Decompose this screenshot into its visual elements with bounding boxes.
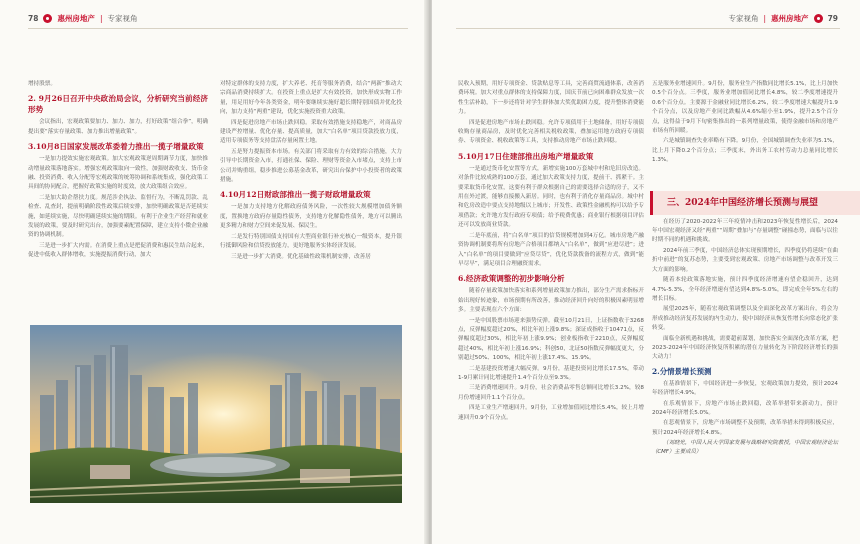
paragraph: 随着本轮政策落地实施，预计四季度经济增速有望企稳回升，达到4.7%-5.3%，全年经济增速有望达到4.8%-5.0%，即完成全年5%左右的增长目标。 (652, 277, 838, 302)
left-page (0, 0, 428, 544)
author-note: （刘晓光，中国人民大学国家发展与战略研究院教授，中国宏观经济论坛（CMF）主要成员） (652, 440, 838, 455)
page-number: 78 (28, 13, 39, 23)
subheading: 3.10月8日国家发展改革委着力推出一揽子增量政策 (28, 142, 204, 152)
paragraph: 一是加力支持地方化解政府债务风险，一次性较大规模增加债务额度，置换地方政府存量隐性债务，支持地方化解隐性债务，地方可以腾出更多精力和财力空间来促发展、保民生。 (220, 204, 402, 230)
paragraph: 面临全新机遇和挑战，需要超前谋划，加快落实全面深化改革方案，把2023-2024年中国经济恢复所积累的潜在力量转化为下阶段经济增长的强大动力！ (652, 335, 838, 361)
right-column-2 (652, 80, 838, 457)
paragraph: 二是发行特别国债支持国有大型商业银行补充核心一级资本，提升银行抵御风险和信贷投放能力，更好地服务实体经济发展。 (220, 233, 402, 250)
city-skyline-photo (30, 325, 402, 503)
paragraph: 增持股票。 (28, 81, 56, 87)
paragraph: 2024年前三季度，中国经济总体实现预期增长，四季度仍将延续“在曲折中前进”的复苏态势，主要受到宏观政策、房地产市场调整与改革开发三大方面的影响。 (652, 247, 838, 273)
paragraph: 三是消费增速回升。9月份，社会消费品零售总额同比增长3.2%，较8月份增速回升1.1个百分点。 (458, 385, 644, 401)
brand-logo-icon (814, 14, 823, 23)
paragraph: 会议指出，宏观政策要加力、加力、加力，打好政策“组合拳”，明确提出要“落实存量政策、加力推出增量政策”。 (28, 119, 208, 135)
page-number: 79 (827, 13, 838, 23)
paragraph: 三是进一步扩大消费。优化基础性政策机制安排，改善居 (231, 253, 371, 260)
paragraph: 在基准情景下，中国经济进一步恢复，宏观政策加力提效，预计2024年经济增长4.9%。 (652, 380, 838, 397)
subheading: 4.10月12日财政部推出一揽子财政增量政策 (220, 190, 371, 200)
header-rule (456, 28, 840, 29)
paragraph: 随着存量政策加快落实和系列增量政策加力推出，部分生产需求指标开始出现好转迹象，市场预期有所改善，推动经济回升向好的积极因素明显增多。主要表现在六个方面： (458, 288, 644, 314)
right-page-header (729, 10, 838, 26)
paragraph: 一是加力提效实施宏观政策。加大宏观政策逆周期调节力度，加快推动增量政策落地落实。增强宏观政策取向一致性，加强财政收支、货币金融、投资消费、收入分配等宏观政策的统筹协调和系统集成，强化政策工具间的协同配合，把握好政策实施的时度效，放大政策组合效应。 (28, 156, 208, 191)
paragraph: 一是通过货币化安置等方式，新增实施100万套城中村和危旧房改造。对条件比较成熟的100万套，通过加大政策支持力度，提前干、抓紧干。主要采取货币化安置，这要有利于群众根据自己的需要选择合适的房子，又不用在外过渡，能够直接搬入新居。同时，也有利于消化存量商品房。城中村和危房改造中要点支持地级以上城市；开发性、政策性金融机构可以给予专项借款；允许地方发行政府专项债；给予税费优惠；商业银行根据项目评估还可以发放商业贷款。 (458, 165, 644, 229)
paragraph: 四是工业生产增速回升。9月份，工业增加值同比增长5.4%，较上月增速回升0.9个百分点。 (458, 405, 644, 421)
paragraph: 二是年底前，将“白名单”项目的信贷规模增加到4万亿。城市房地产融资协调机制要将所有房地产合格项目都纳入“白名单”，做到“应进尽进”；进入“白名单”的项目要做到“应贷尽贷”，优化贷款拨备的流程方式，做到“能早尽早”，满足项目合理融资需求。 (458, 232, 644, 267)
section-banner-title: 三、2024年中国经济增长预测与展望 (667, 198, 819, 208)
header-divider: | (763, 13, 767, 23)
magazine-name: 惠州房地产 (57, 13, 95, 23)
paragraph: 五是努力提振资本市场。有关部门将采取有力有效的综合措施，大力引导中长期资金入市，打通社保、保险、理财等资金入市堵点，支持上市公司并购重组，稳步推进公募基金改革，研究出台保护中小投资者的政策措施。 (220, 148, 402, 184)
paragraph: 在悲观情景下，房地产市场调整不及预期，改革举措未得到积极反应，预计2024年经济增长4.8%。 (652, 420, 838, 436)
section-banner (650, 191, 860, 215)
paragraph: 在乐观情景下，房地产市场止跌回稳，改革举措带来新动力，预计2024年经济增长5.0%。 (652, 400, 838, 416)
header-rule (28, 28, 408, 29)
paragraph: 五是服务业增速回升。9月份，服务业生产指数同比增长5.1%，比上月加快0.5个百分点。三季度，服务业增加值同比增长4.8%，较二季度增速提升0.6个百分点。主要源于金融业同比增长6.2%，较二季度增速大幅提升1.9个百分点，以及房地产业同比跌幅从4.6%缩小至1.9%，提升2.5个百分点，这得益于9月下旬密集推出的一系列增量政策，使得金融市场和房地产市场有所回暖。 (652, 81, 838, 135)
magazine-name: 惠州房地产 (771, 13, 809, 23)
right-column-1 (458, 80, 644, 424)
paragraph: 六是城镇调查失业率略有下降。9月份，全国城镇调查失业率为5.1%，比上月下降0.2个百分点；三季度末，外出务工农村劳动力总量同比增长1.3%。 (652, 138, 838, 164)
subheading: 5.10月17日住建部推出房地产增量政策 (458, 151, 594, 161)
subheading: 2.分情景增长预测 (652, 366, 712, 376)
paragraph: 一是中国股票市场迎来强势反弹。截至10月21日，上证指数收于3268点，反弹幅度超过20%，相比年初上涨9.8%；深证成指收于10471点，反弹幅度超过30%，相比年初上涨9.9%；创业板指收于2210点，反弹幅度超过40%，相比年初上涨16.9%；科创50，北证50指数反弹幅度更大，分别超过50%、100%，相比年初上涨17.4%、15.9%。 (458, 317, 644, 362)
section-name: 专家视角 (728, 13, 759, 23)
subheading: 2. 9月26日召开中央政治局会议，分析研究当前经济形势 (28, 94, 208, 115)
paragraph: 展望2025年，随着宏观政策调整以及全面深化改革方案出台，将会为形成推动经济复苏发展的内生动力，使中国经济从恢复性增长向常态化扩张转变。 (652, 306, 838, 332)
paragraph: 对特定群体的支持力度，扩大养老、托育等服务消费，结合“两新”推动大宗商品消费持续扩大。在投资上重点是扩大有效投资，加快形成实物工作量，用足用好今年各类资金，明年要继续实施好超长期特别国债并优化投向，加力支持“两重”建设，优化实施投资重大政策。 (220, 81, 402, 116)
left-page-header (28, 10, 137, 26)
paragraph: 二是加大助企帮扶力度。规范涉企执法、监督行为，不断乱罚款、乱检查、乱查封，提前明确阶段性政策后续安排，加快明确政策是否延续实施，如延续实施，尽快明确延续实施的期限。有利于企业生产经营和就业发展的政策，要及时研究出台，加强要素配置保障，建立支持小微企业融资的协调机制。 (28, 194, 208, 239)
left-column-2 (220, 80, 402, 263)
paragraph: 在经历了2020-2022年三年疫情冲击和2023年恢复性增长后，2024年中国宏观经济又经“两重”“周期”叠加与“存量调整”碰撞态势，面临与以往时期不同的机遇和挑战。 (652, 218, 838, 244)
left-column-1 (28, 80, 208, 262)
section-name: 专家视角 (107, 13, 138, 23)
paragraph: 民收入预期，用好专项资金、贷款贴息等工具，完善商贸流通体系，改善消费环境。加大对重点群体的支持保障力度，国庆节前已向困难群众发放一次性生活补助，下一步还将针对学生群体加大奖优助困力度，提升整体消费能力。 (458, 81, 644, 116)
header-divider: | (99, 13, 103, 23)
paragraph: 四是促进房地产市场止跌回稳。采取有效措施支持稳地产，对商品房建设严控增量、优化存量、提高质量，加大“白名单”项目贷款投放力度，适用专项债务等支持盘活存量闲置土地。 (220, 119, 402, 145)
paragraph: 二是基建投资增速大幅反弹。9月份，基建投资同比增长17.5%，带动1-9月累计同比增速提升1.4个百分点至9.3%。 (458, 365, 644, 381)
city-skyline-image (30, 325, 402, 503)
paragraph: 四是促进房地产市场止跌回稳。允许专项债用于土地储备，用好专项债收购存量商品房，及时优化完善相关税收政策，叠加运用地方政府专项债券、专项资金、税收政策等工具，支持推动房地产市场止跌回稳。 (458, 119, 644, 145)
subheading: 6.经济政策调整的初步影响分析 (458, 274, 565, 284)
paragraph: 三是进一步扩大内需。在消费上重点是把促消费和惠民生结合起来，促进中低收入群体增收，实施提振消费行动，加大 (28, 242, 208, 259)
brand-logo-icon (43, 14, 52, 23)
right-page (432, 0, 860, 544)
